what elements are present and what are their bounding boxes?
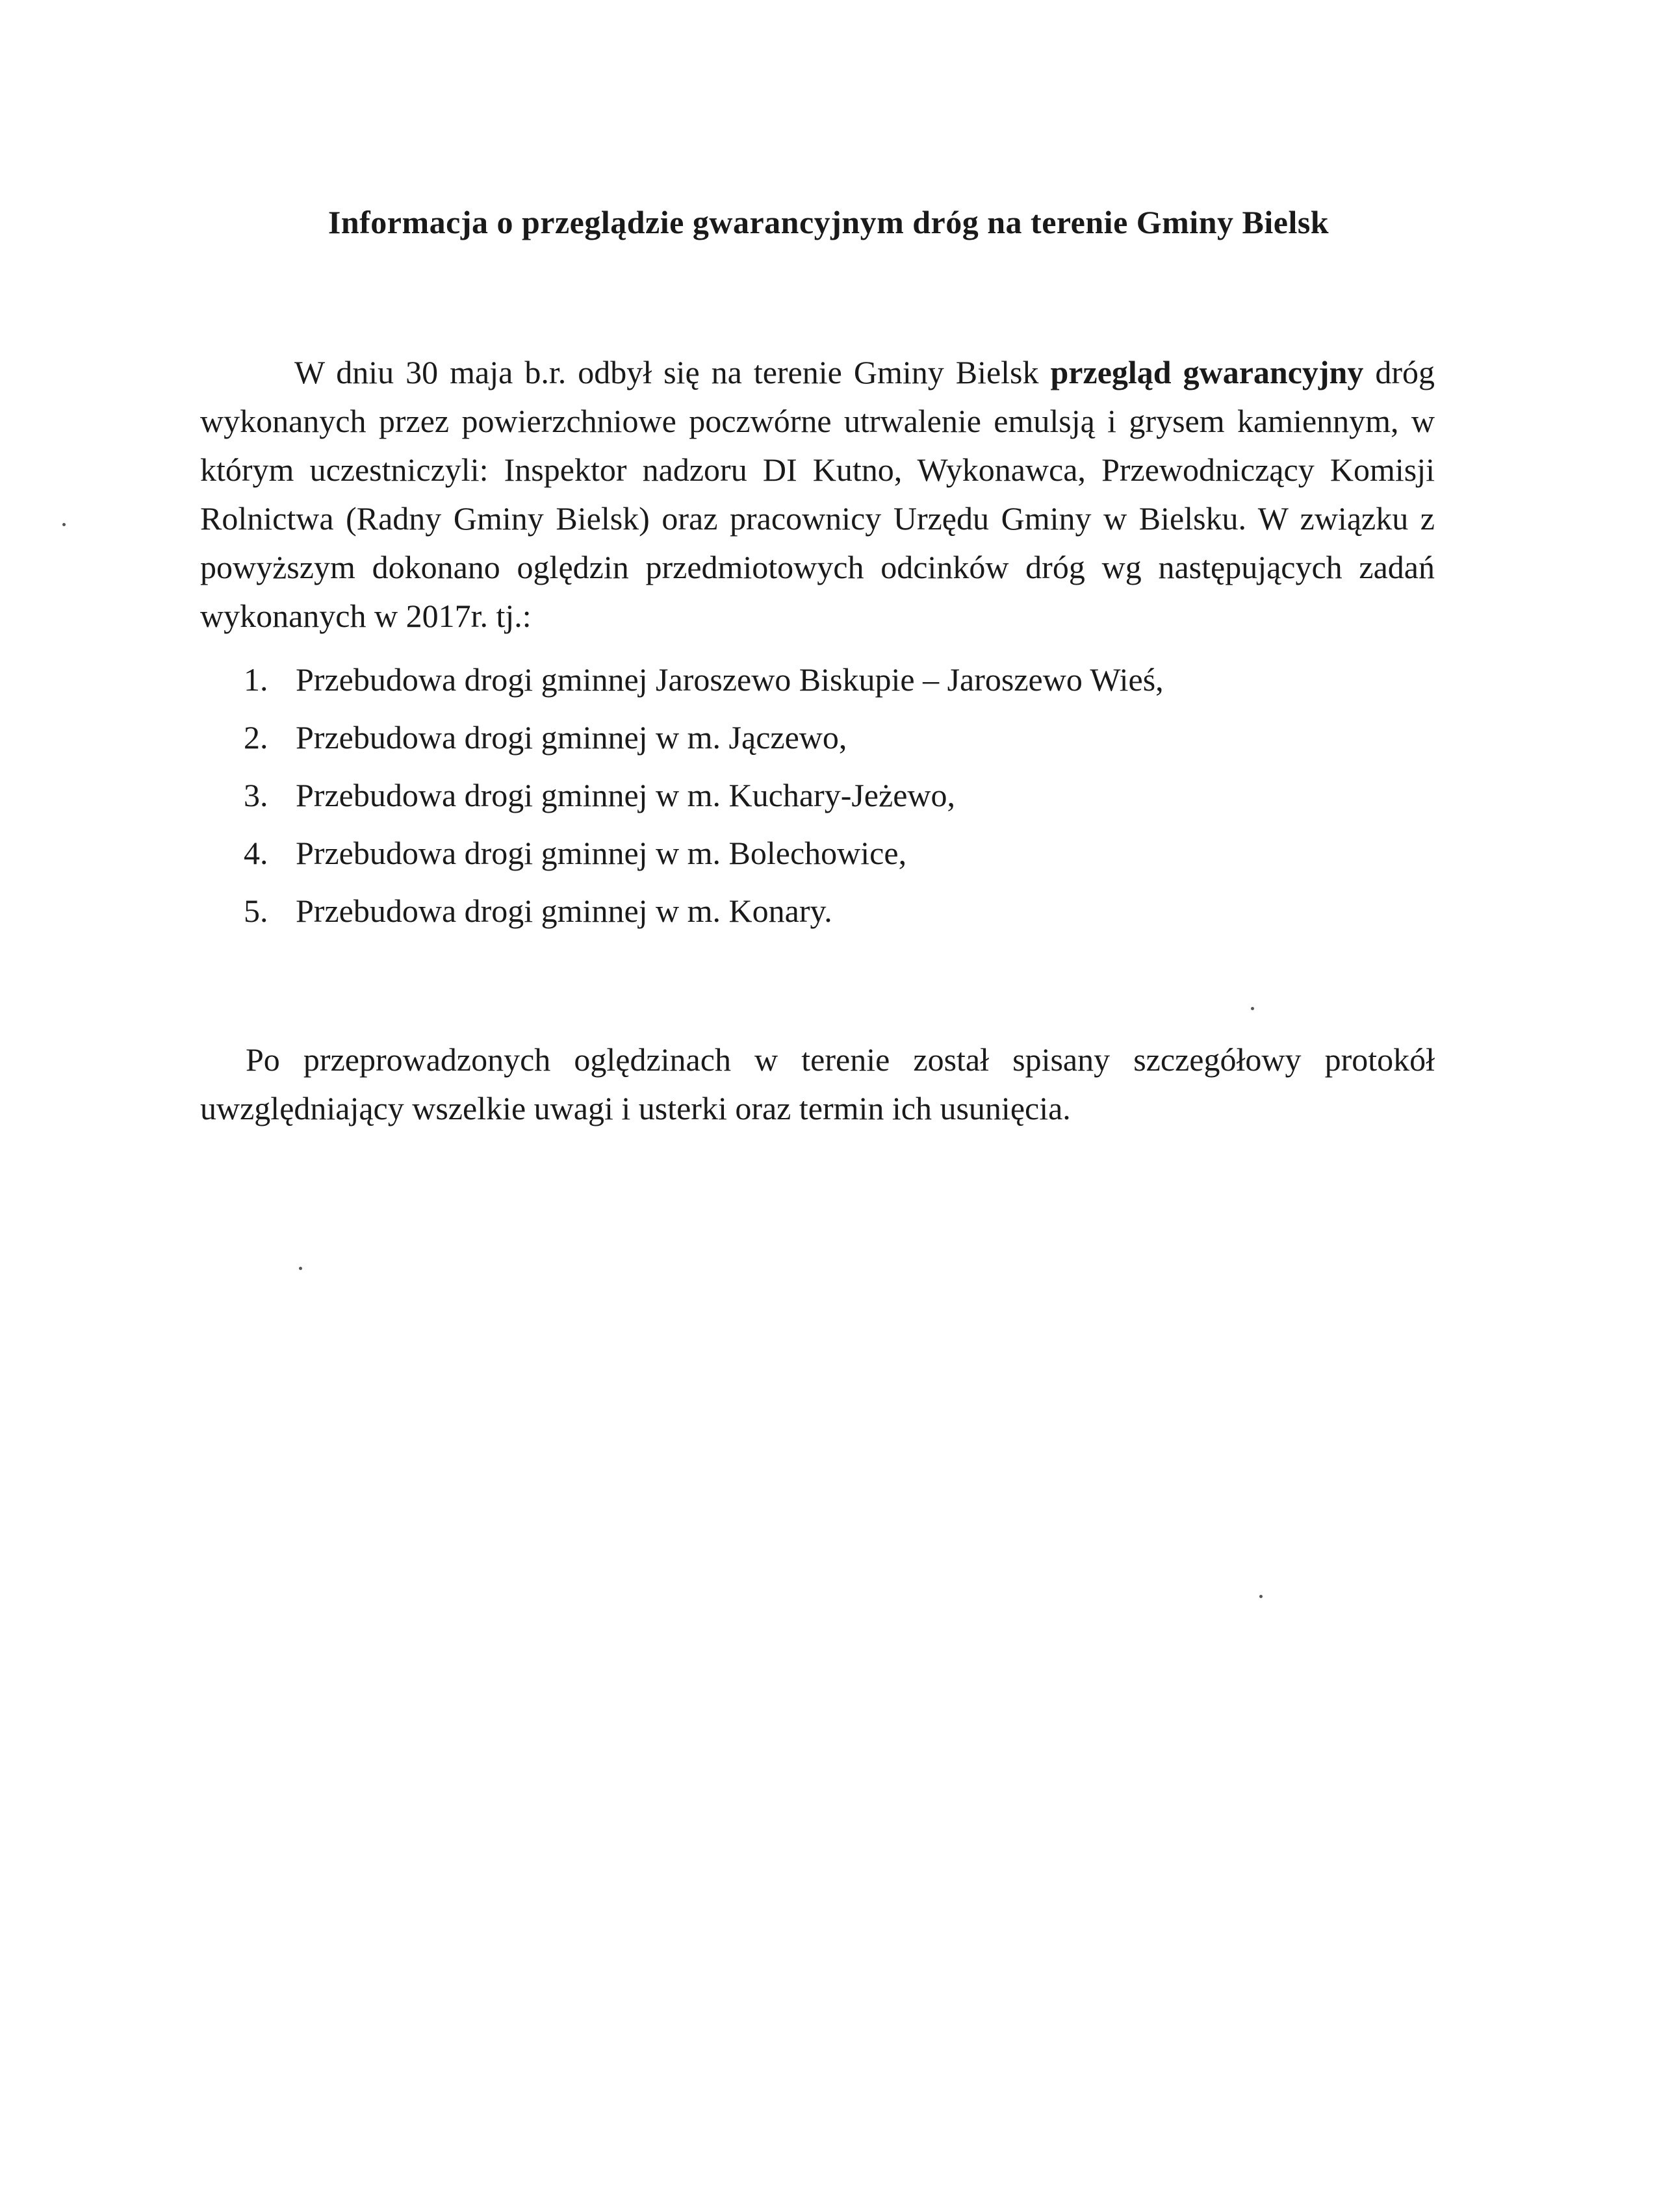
task-list bbox=[244, 651, 1413, 940]
scan-speck bbox=[299, 1267, 302, 1270]
list-item bbox=[244, 767, 1413, 824]
intro-text-start: W dniu 30 maja b.r. odbył się na terenie Gminy Bielsk bbox=[294, 354, 1051, 390]
list-item-text: Przebudowa drogi gminnej w m. Konary. bbox=[296, 893, 832, 929]
scan-speck bbox=[1251, 1007, 1254, 1010]
list-item-text: Przebudowa drogi gminnej w m. Kuchary-Jeżewo, bbox=[296, 777, 955, 813]
list-item bbox=[244, 824, 1413, 882]
list-item bbox=[244, 651, 1413, 709]
document-title: Informacja o przeglądzie gwarancyjnym dróg na terenie Gminy Bielsk bbox=[328, 204, 1329, 240]
scan-speck bbox=[1259, 1595, 1263, 1598]
list-item-number: 5. bbox=[244, 893, 268, 929]
list-item-text: Przebudowa drogi gminnej w m. Bolechowice, bbox=[296, 835, 907, 871]
list-item-number: 1. bbox=[244, 661, 268, 698]
closing-paragraph: Po przeprowadzonych oględzinach w terenie został spisany szczegółowy protokół uwzględniający wszelkie uwagi i usterki oraz termin ich usunięcia. bbox=[200, 1041, 1435, 1126]
intro-bold-phrase: przegląd gwarancyjny bbox=[1050, 354, 1364, 390]
scan-speck bbox=[62, 523, 66, 526]
list-item-text: Przebudowa drogi gminnej Jaroszewo Biskupie – Jaroszewo Wieś, bbox=[296, 661, 1164, 698]
list-item-number: 2. bbox=[244, 719, 268, 756]
list-item-text: Przebudowa drogi gminnej w m. Jączewo, bbox=[296, 719, 847, 756]
list-item-number: 3. bbox=[244, 777, 268, 813]
intro-paragraph bbox=[200, 348, 1435, 641]
list-item bbox=[244, 709, 1413, 767]
list-item bbox=[244, 882, 1413, 940]
list-item-number: 4. bbox=[244, 835, 268, 871]
intro-text-end: dróg wykonanych przez powierzchniowe poczwórne utrwalenie emulsją i grysem kamiennym, w którym uczestniczyli: Inspektor nadzoru DI Kutno, Wykonawca, Przewodniczący Komisji Rolnictwa (Radny Gminy Bielsk) oraz pracownicy Urzędu Gminy w Bielsku. W związku z powyższym dokonano oględzin przedmiotowych odcinków dróg wg następujących zadań wykonanych w 2017r. tj.: bbox=[200, 354, 1435, 634]
